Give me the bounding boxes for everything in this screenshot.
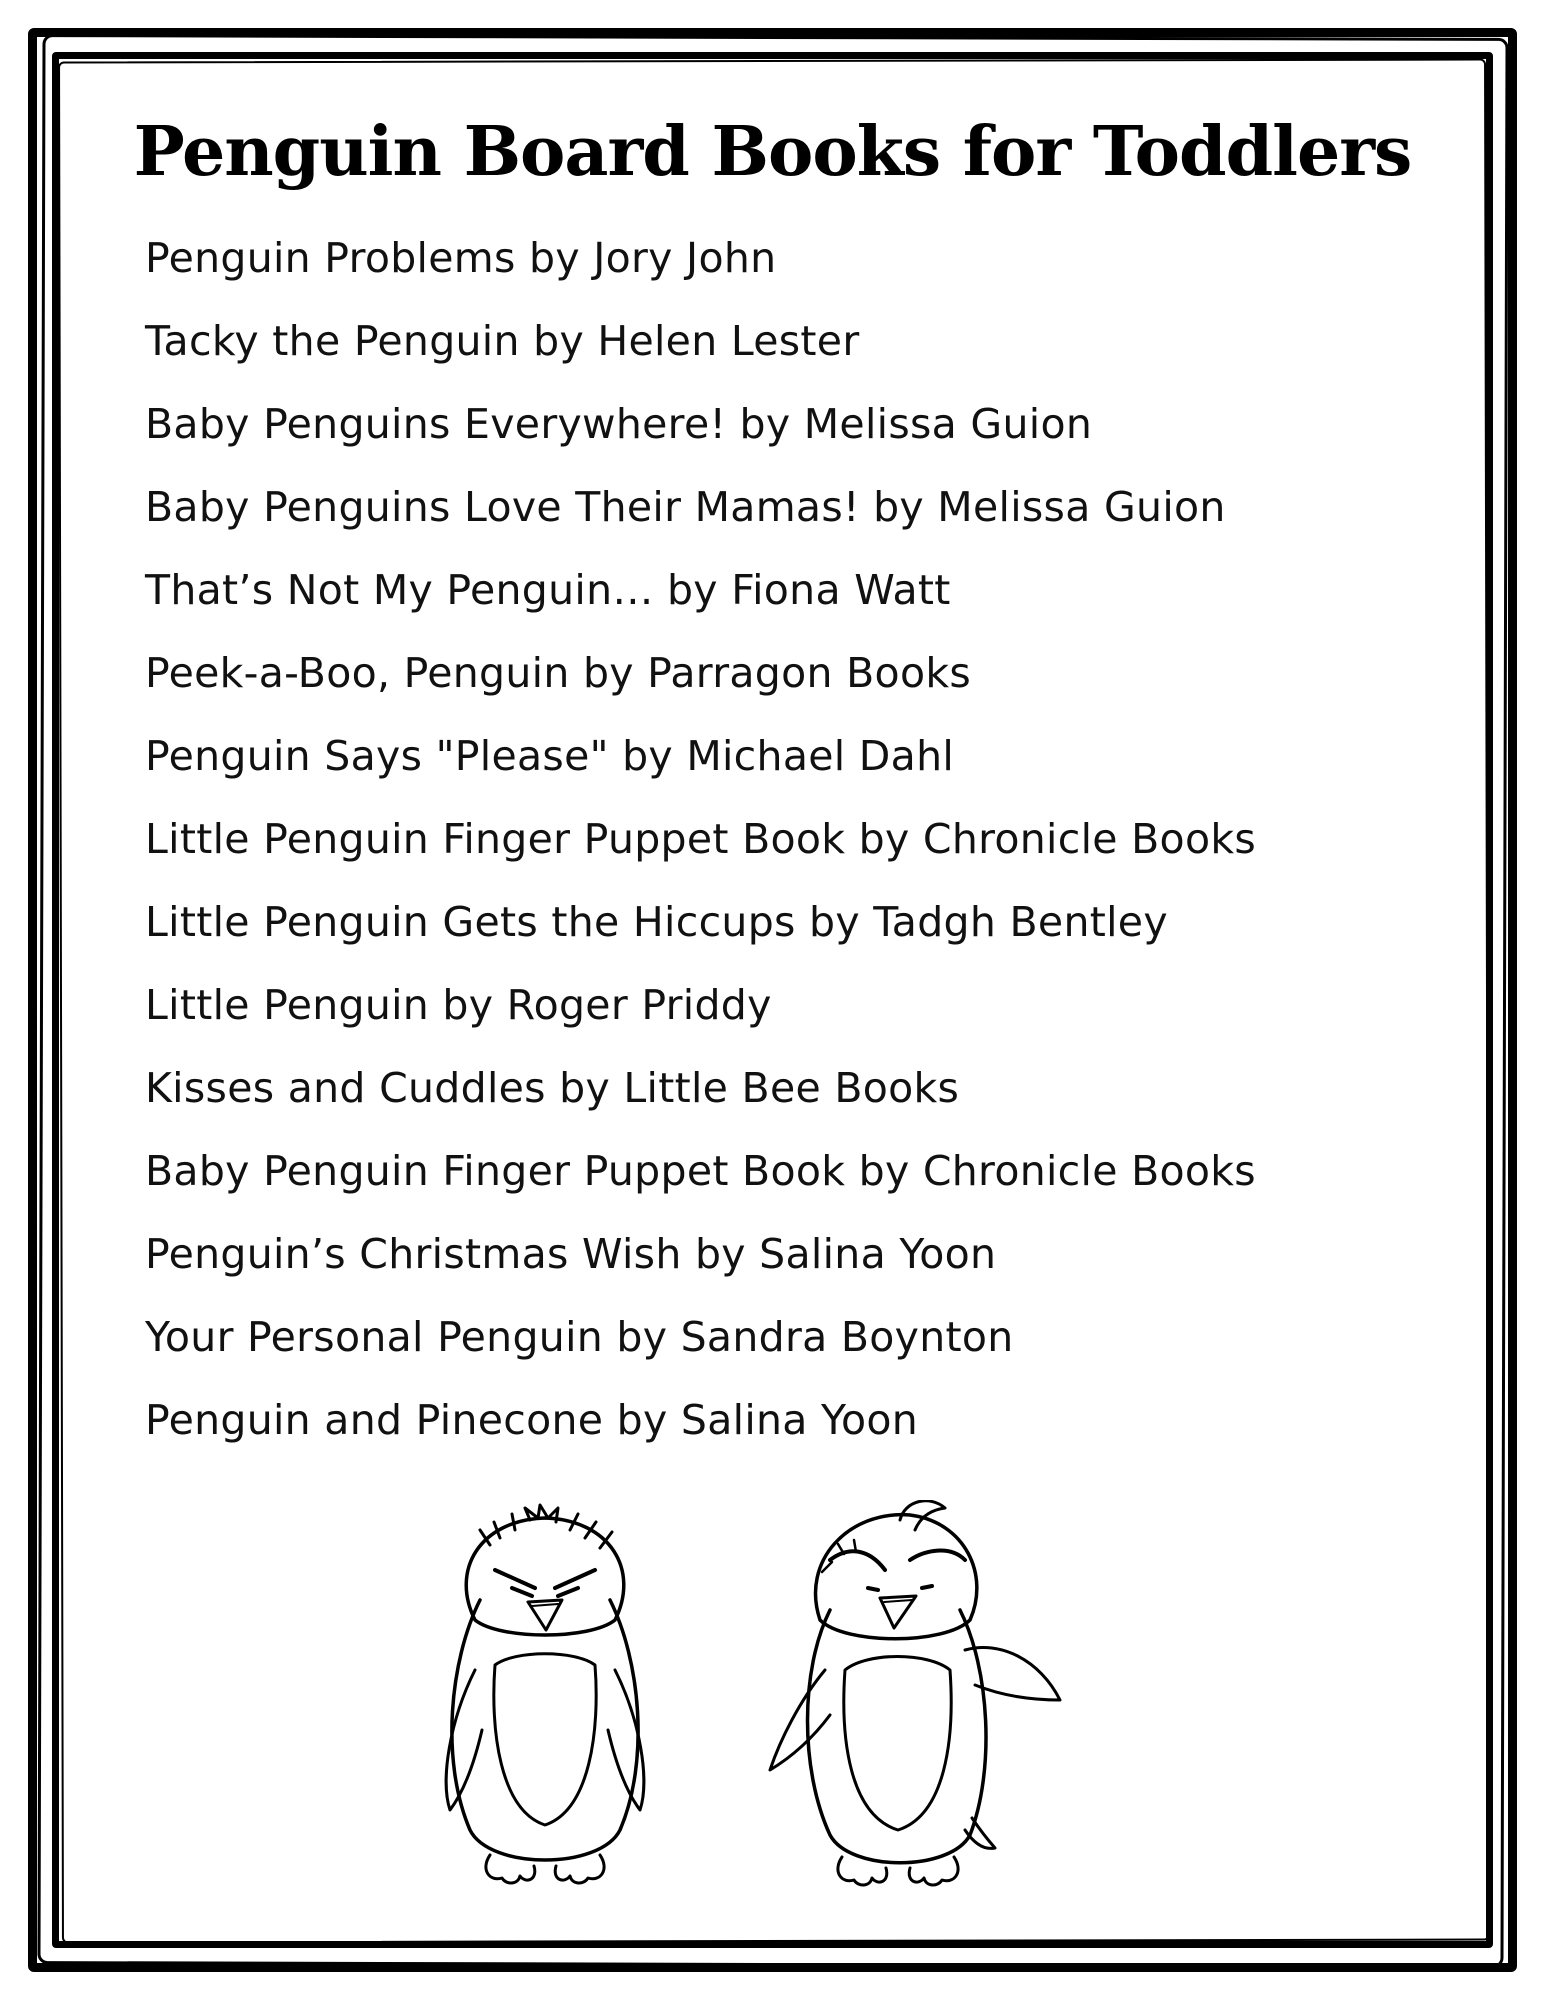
- list-item: Penguin and Pinecone by Salina Yoon: [145, 1396, 919, 1444]
- right-penguin-icon: [770, 1501, 1060, 1885]
- list-item: Little Penguin Finger Puppet Book by Chronicle Books: [145, 815, 1257, 863]
- list-item: Baby Penguins Love Their Mamas! by Melissa Guion: [145, 483, 1226, 531]
- list-item: Kisses and Cuddles by Little Bee Books: [145, 1064, 960, 1112]
- page-title: Penguin Board Books for Toddlers: [133, 112, 1412, 192]
- book-list: [145, 228, 1256, 1473]
- penguins-clipart-icon: [420, 1500, 1120, 1900]
- list-item: Little Penguin Gets the Hiccups by Tadgh Bentley: [145, 898, 1168, 946]
- list-item: Little Penguin by Roger Priddy: [145, 981, 772, 1029]
- list-item: Baby Penguins Everywhere! by Melissa Guion: [145, 400, 1093, 448]
- list-item: Penguin Says "Please" by Michael Dahl: [145, 732, 955, 780]
- list-item: Peek-a-Boo, Penguin by Parragon Books: [145, 649, 972, 697]
- list-item: That’s Not My Penguin… by Fiona Watt: [145, 566, 951, 614]
- list-item: Your Personal Penguin by Sandra Boynton: [145, 1313, 1014, 1361]
- left-penguin-icon: [446, 1505, 644, 1883]
- list-item: Penguin’s Christmas Wish by Salina Yoon: [145, 1230, 997, 1278]
- list-item: Baby Penguin Finger Puppet Book by Chronicle Books: [145, 1147, 1256, 1195]
- list-item: Tacky the Penguin by Helen Lester: [145, 317, 860, 365]
- list-item: Penguin Problems by Jory John: [145, 234, 777, 282]
